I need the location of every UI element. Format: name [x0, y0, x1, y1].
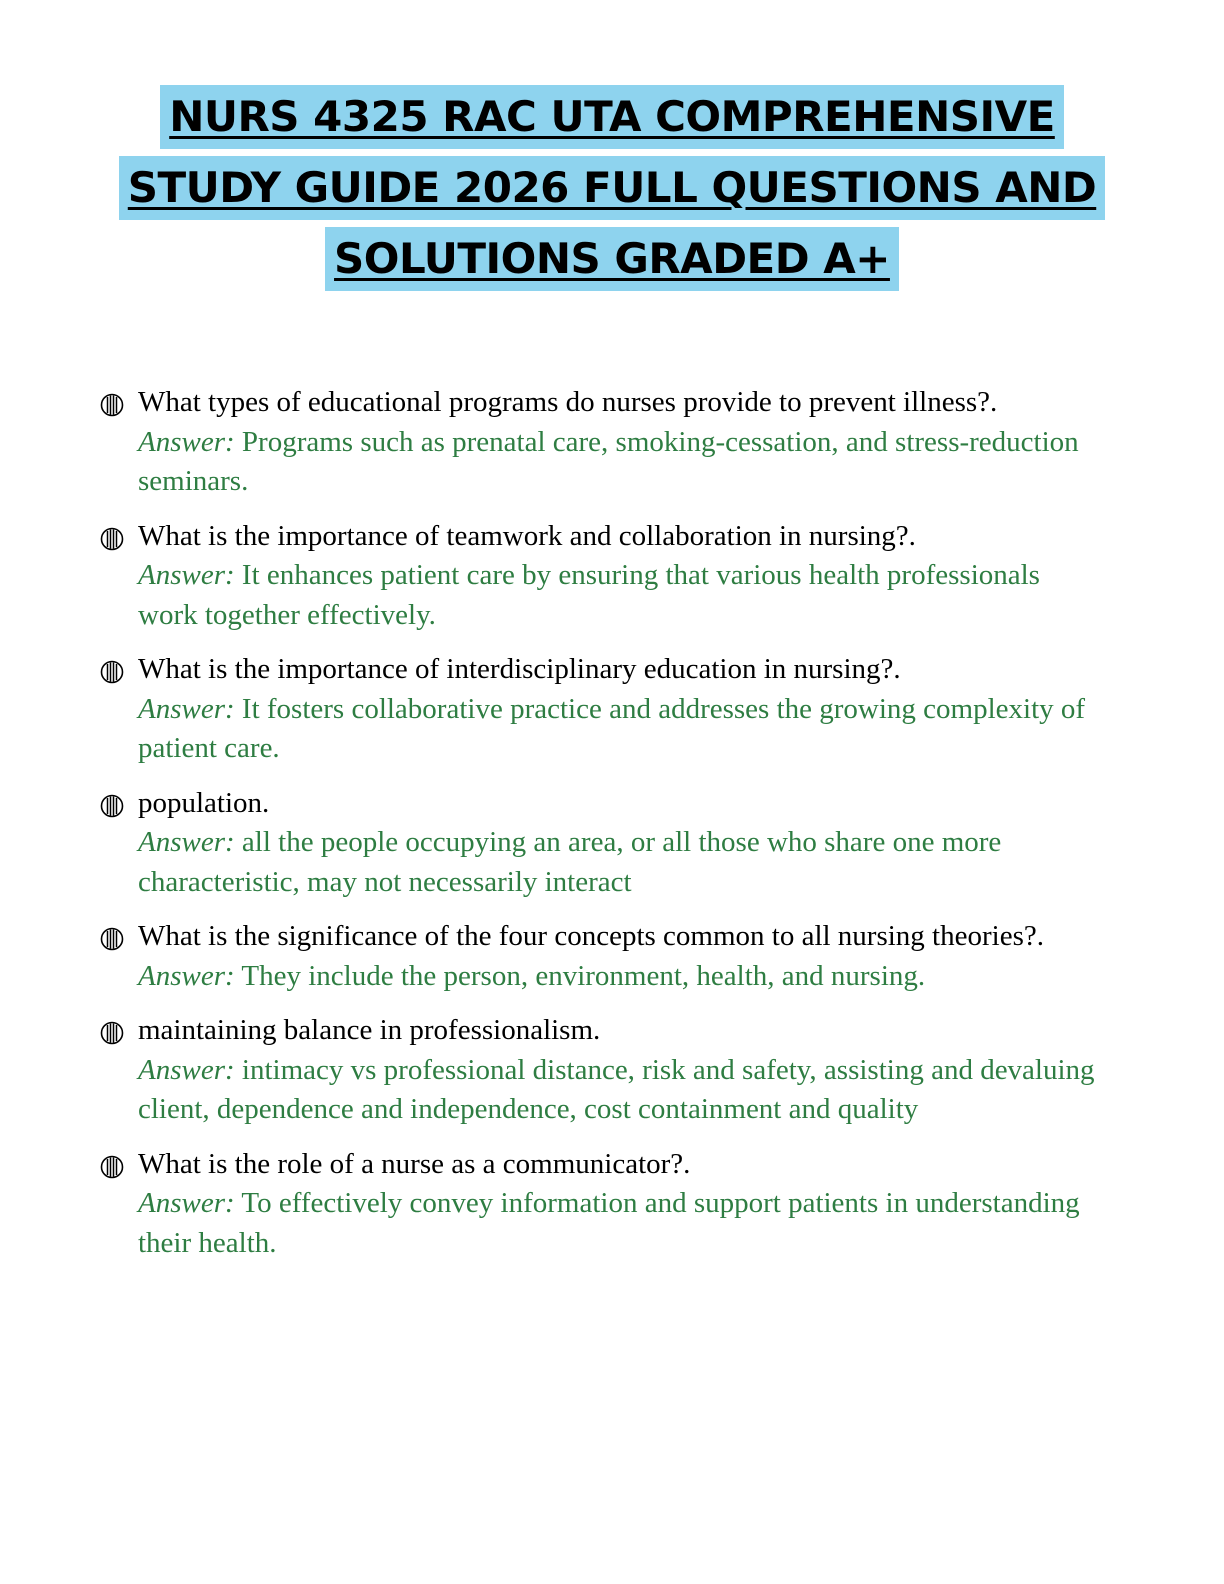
qa-item	[100, 383, 1100, 502]
question-text: What is the role of a nurse as a communicator?.	[138, 1147, 691, 1180]
qa-item	[100, 784, 1100, 903]
circled-vertical-bars-icon	[100, 794, 124, 818]
answer-body: intimacy vs professional distance, risk and safety, assisting and devaluing client, dependence and independence, cost containment and quality	[138, 1053, 1095, 1125]
answer-body: They include the person, environment, health, and nursing.	[241, 959, 926, 992]
answer-body: To effectively convey information and support patients in understanding their health.	[138, 1187, 1080, 1259]
qa-item	[100, 517, 1100, 636]
answer-body: It fosters collaborative practice and addresses the growing complexity of patient care.	[138, 692, 1086, 764]
answer-text	[138, 1051, 1100, 1130]
answer-label: Answer:	[138, 692, 235, 725]
circled-vertical-bars-icon	[100, 927, 124, 951]
circled-vertical-bars-icon	[100, 1155, 124, 1179]
question-text: What is the significance of the four concepts common to all nursing theories?.	[138, 920, 1044, 952]
answer-label: Answer:	[138, 959, 235, 992]
answer-body: It enhances patient care by ensuring that various health professionals work together effectively.	[138, 559, 1040, 631]
title-line: NURS 4325 RAC UTA COMPREHENSIVE	[160, 85, 1064, 149]
question-text: population.	[138, 786, 270, 819]
qa-item	[100, 1145, 1100, 1264]
document-title	[0, 85, 1224, 298]
answer-label: Answer:	[138, 425, 235, 458]
circled-vertical-bars-icon	[100, 527, 124, 551]
answer-text	[138, 1184, 1100, 1263]
answer-label: Answer:	[138, 559, 235, 591]
answer-text	[138, 823, 1100, 902]
answer-text	[138, 423, 1100, 502]
answer-text	[138, 690, 1100, 769]
title-line: STUDY GUIDE 2026 FULL QUESTIONS AND	[119, 156, 1105, 220]
answer-body: Programs such as prenatal care, smoking-cessation, and stress-reduction seminars.	[138, 425, 1079, 497]
qa-list	[100, 383, 1100, 1278]
circled-vertical-bars-icon	[100, 660, 124, 684]
qa-item	[100, 650, 1100, 769]
answer-body: all the people occupying an area, or all those who share one more characteristic, may not necessarily interact	[138, 826, 1002, 898]
circled-vertical-bars-icon	[100, 1021, 124, 1045]
question-text: What is the importance of interdisciplinary education in nursing?.	[138, 653, 901, 685]
circled-vertical-bars-icon	[100, 393, 124, 417]
question-text: maintaining balance in professionalism.	[138, 1014, 601, 1046]
qa-item	[100, 1011, 1100, 1130]
question-text: What types of educational programs do nurses provide to prevent illness?.	[138, 386, 998, 418]
answer-text	[138, 957, 1100, 997]
answer-label: Answer:	[138, 1053, 235, 1086]
answer-label: Answer:	[138, 1187, 235, 1219]
answer-label: Answer:	[138, 826, 235, 858]
answer-text	[138, 556, 1100, 635]
qa-item	[100, 917, 1100, 996]
title-line: SOLUTIONS GRADED A+	[325, 227, 899, 291]
question-text: What is the importance of teamwork and collaboration in nursing?.	[138, 519, 916, 552]
